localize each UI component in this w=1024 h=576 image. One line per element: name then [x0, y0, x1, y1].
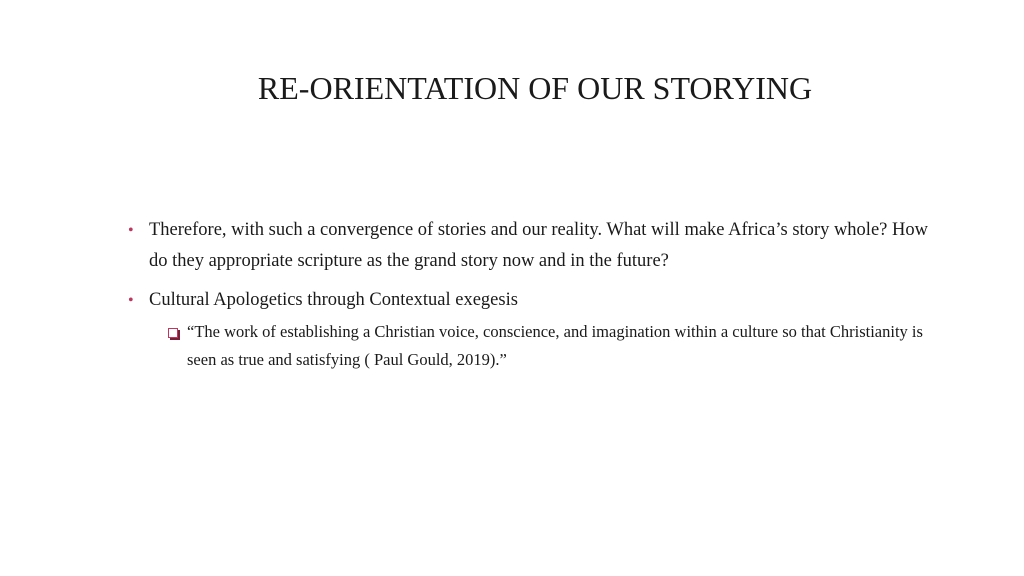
sub-bullet-text: “The work of establishing a Christian voice, conscience, and imagination within a culture so that Christianity is seen as true and satisfying ( Paul Gould, 2019).”	[187, 322, 923, 369]
slide-body	[128, 215, 928, 374]
bullet-text: Therefore, with such a convergence of stories and our reality. What will make Africa’s story whole? How do they appropriate scripture as the grand story now and in the future?	[149, 220, 928, 271]
bullet-item	[128, 215, 928, 277]
checkbox-square-icon	[168, 328, 178, 338]
slide-title: RE-ORIENTATION OF OUR STORYING	[257, 70, 813, 106]
bullet-dot-icon: •	[128, 222, 134, 239]
bullet-text: Cultural Apologetics through Contextual exegesis	[149, 290, 518, 310]
sub-bullet-item	[166, 318, 927, 374]
bullet-item	[128, 285, 928, 316]
bullet-dot-icon: •	[128, 292, 134, 309]
